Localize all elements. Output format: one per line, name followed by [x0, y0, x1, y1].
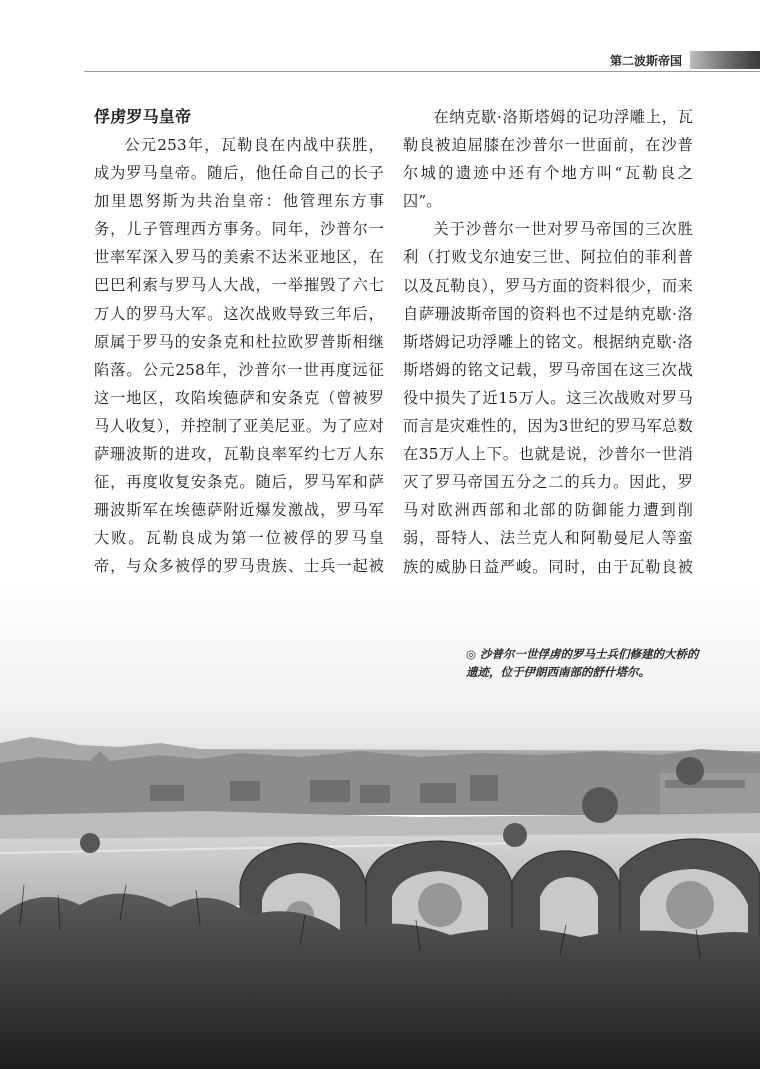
article-heading: 俘虏罗马皇帝	[94, 107, 192, 126]
photo-caption	[466, 645, 706, 681]
body-paragraph: 在纳克歇·洛斯塔姆的记功浮雕上，瓦勒良被迫屈膝在沙普尔一世面前，在沙普尔城的遗迹中还有个地方叫“瓦勒良之囚”。	[403, 108, 693, 211]
body-paragraph: 公元253年，瓦勒良在内战中获胜，成为罗马皇帝。随后，他任命自己的长子加里恩努斯为共治皇帝：他管理东方事务，儿子管理西方事务。同年，沙普尔一世率军深入罗马的美索不达米亚地区，在巴巴利索与罗马人大战，一举摧毁了六七万人的罗马大军。这次战败导致三年后，原属于罗马的安条克和杜拉欧罗普斯相继陷落。公元258年，沙普尔一世再度远征这一地区，攻陷埃德萨和安条克（曾被罗马人收复），并控制了亚美尼亚。为了应对萨珊波斯的进攻，瓦勒良率军约七万人东征，再度收复安条克。随后，罗马军和萨珊波斯军在埃德萨附近爆发激战，罗马军大败。瓦勒良成为第一位被俘的罗马皇帝，与众多被俘的罗马贵族、士兵一起被	[94, 136, 384, 576]
left-column	[94, 103, 384, 609]
running-header	[610, 50, 760, 70]
right-column	[403, 103, 693, 609]
header-rule	[84, 71, 760, 72]
caption-text: 沙普尔一世俘虏的罗马士兵们修建的大桥的遗迹，位于伊朗西南部的舒什塔尔。	[466, 647, 699, 679]
caption-marker-icon: ◎	[466, 647, 477, 661]
body-paragraph: 关于沙普尔一世对罗马帝国的三次胜利（打败戈尔迪安三世、阿拉伯的菲利普以及瓦勒良），罗马方面的资料很少，而来自萨珊波斯帝国的资料也不过是纳克歇·洛斯塔姆记功浮雕上的铭文。根据纳克歇·洛斯塔姆的铭文记载，罗马帝国在这三次战役中损失了近15万人。这三次战败对罗马而言是灾难性的，因为3世纪的罗马军总数在35万人上下。也就是说，沙普尔一世消灭了罗马帝国五分之二的兵力。因此，罗马对欧洲西部和北部的防御能力遭到削弱，哥特人、法兰克人和阿勒曼尼人等蛮族的威胁日益严峻。同时，由于瓦勒良被	[403, 220, 693, 576]
section-title: 第二波斯帝国	[610, 53, 683, 68]
header-gradient-bar	[690, 51, 760, 69]
